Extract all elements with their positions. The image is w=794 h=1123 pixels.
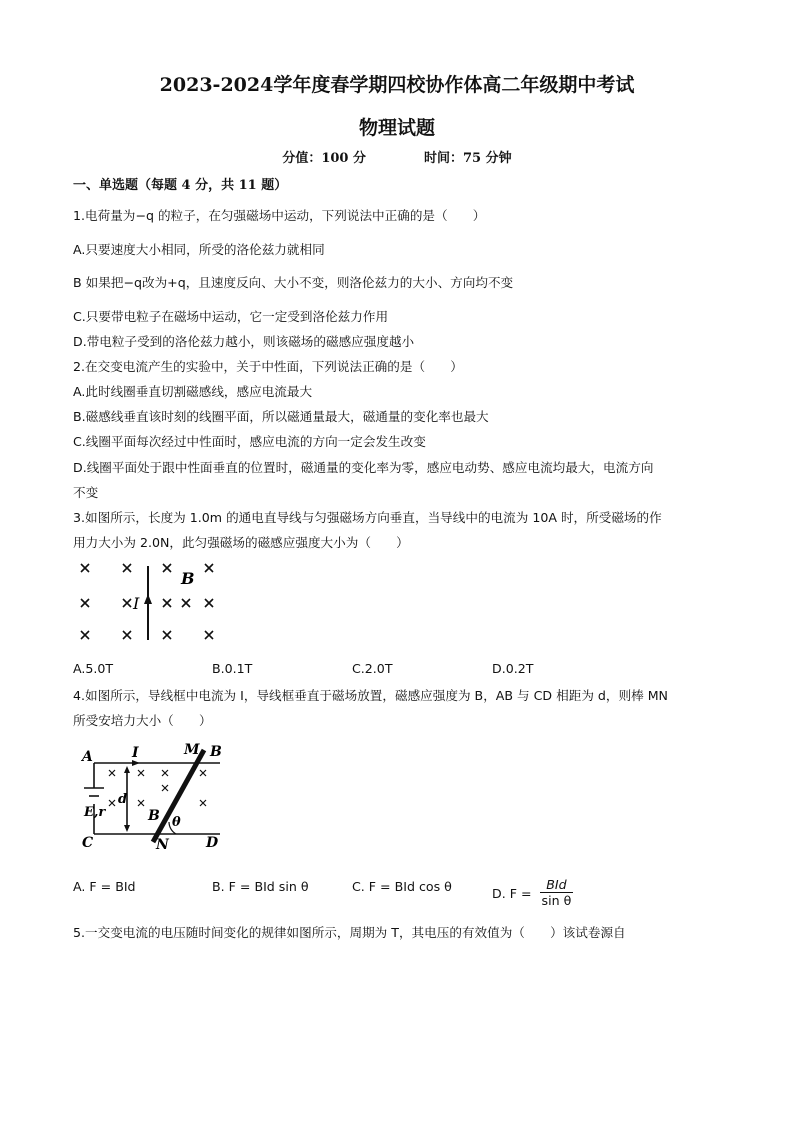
current-arrow-icon — [144, 594, 152, 604]
label-current: I — [132, 745, 139, 761]
label-b: B — [210, 744, 222, 760]
label-emf: E,r — [84, 805, 106, 820]
time-info: 时间：75 分钟 — [424, 151, 512, 166]
label-distance: d — [118, 792, 128, 807]
q3-stem-cont: 用力大小为 2.0N，此匀强磁场的磁感应强度大小为（ ） — [73, 535, 409, 550]
score-info: 分值：100 分 — [282, 151, 367, 166]
q3-option-a: A.5.0T — [73, 661, 114, 676]
q2-option-b: B.磁感线垂直该时刻的线圈平面，所以磁通量最大，磁通量的变化率也最大 — [73, 409, 489, 424]
q1-option-c: C.只要带电粒子在磁场中运动，它一定受到洛伦兹力作用 — [73, 309, 389, 324]
q2-option-d-cont: 不变 — [73, 485, 99, 500]
field-label: B — [181, 569, 195, 588]
q3-stem: 3.如图所示，长度为 1.0m 的通电直导线与匀强磁场方向垂直，当导线中的电流为 10A 时，所受磁场的作 — [73, 510, 662, 525]
label-c: C — [82, 835, 94, 851]
q4-option-c: C. F = BId cos θ — [352, 879, 452, 894]
fraction-numerator: BId — [540, 877, 574, 893]
q2-option-a: A.此时线圈垂直切割磁感线，感应电流最大 — [73, 384, 313, 399]
subject-title: 物理试题 — [358, 117, 435, 139]
label-m: M — [184, 742, 200, 758]
q4-option-a: A. F = BId — [73, 879, 136, 894]
exam-meta — [0, 147, 794, 166]
fraction-denominator: sin θ — [541, 893, 572, 908]
q3-option-d: D.0.2T — [492, 661, 534, 676]
q2-stem: 2.在交变电流产生的实验中，关于中性面，下列说法正确的是（ ） — [73, 359, 463, 374]
q4-stem-cont: 所受安培力大小（ ） — [73, 713, 212, 728]
q3-option-b: B.0.1T — [212, 661, 253, 676]
q4-stem: 4.如图所示，导线框中电流为 I，导线框垂直于磁场放置，磁感应强度为 B，AB 与 CD 相距为 d，则棒 MN — [73, 688, 668, 703]
q2-option-c: C.线圈平面每次经过中性面时，感应电流的方向一定会发生改变 — [73, 434, 426, 449]
q1-stem: 1.电荷量为−q 的粒子，在匀强磁场中运动，下列说法中正确的是（ ） — [73, 208, 486, 223]
section-heading: 一、单选题（每题 4 分，共 11 题） — [73, 178, 288, 193]
exam-title: 2023-2024学年度春学期四校协作体高二年级期中考试 — [159, 74, 635, 96]
q4-option-d: D. F = BId sin θ — [492, 877, 572, 908]
fraction — [540, 877, 574, 908]
q3-option-c: C.2.0T — [352, 661, 393, 676]
q5-stem: 5.一交变电流的电压随时间变化的规律如图所示，周期为 T，其电压的有效值为（ ）该试卷源自 — [73, 925, 626, 940]
label-field: B — [148, 808, 160, 824]
q1-option-a: A.只要速度大小相同，所受的洛伦兹力就相同 — [73, 242, 325, 257]
label-a: A — [82, 749, 93, 765]
current-label: I — [133, 594, 140, 613]
q1-option-b: B 如果把−q改为+q，且速度反向、大小不变，则洛伦兹力的大小、方向均不变 — [73, 275, 514, 290]
q2-option-d: D.线圈平面处于跟中性面垂直的位置时，磁通量的变化率为零，感应电动势、感应电流均最大，电流方向 — [73, 460, 654, 475]
q3-magnetic-field-figure — [70, 556, 230, 646]
label-d: D — [206, 835, 219, 851]
q4-circuit-figure — [80, 738, 240, 853]
q1-option-d: D.带电粒子受到的洛伦兹力越小，则该磁场的磁感应强度越小 — [73, 334, 415, 349]
label-n: N — [156, 837, 169, 853]
q4-option-b: B. F = BId sin θ — [212, 879, 309, 894]
label-theta: θ — [172, 815, 181, 830]
